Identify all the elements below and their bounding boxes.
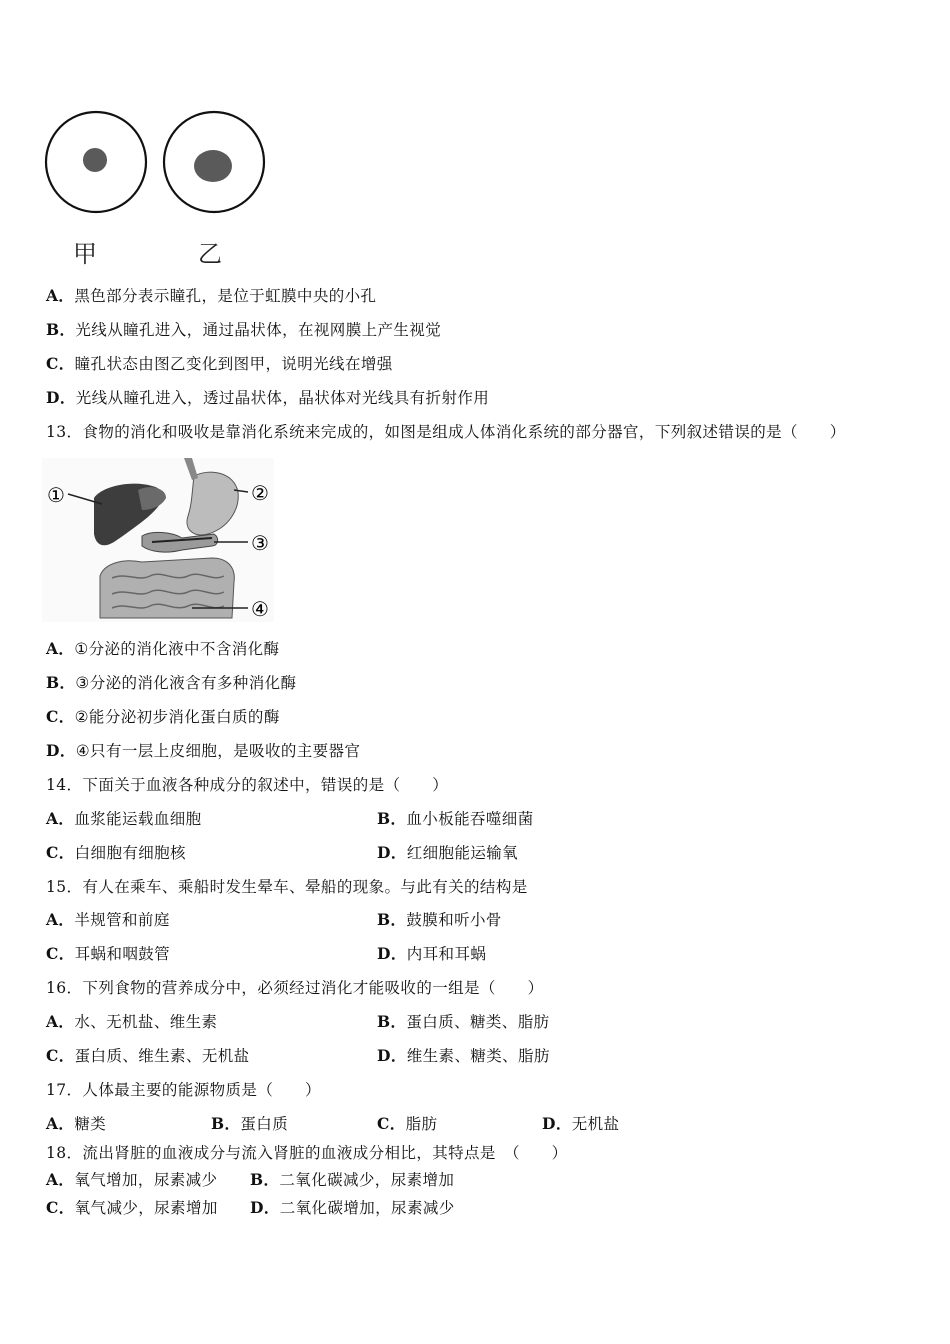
q15-option-c: C．耳蜗和咽鼓管 [46, 944, 171, 963]
q15-option-b: B．鼓膜和听小骨 [377, 910, 502, 929]
eye-label-jia: 甲 [73, 240, 97, 268]
q15-stem: 15．有人在乘车、乘船时发生晕车、晕船的现象。与此有关的结构是 [46, 878, 528, 896]
q18-option-c: C．氧气减少，尿素增加 [46, 1198, 218, 1217]
q14-option-c: C．白细胞有细胞核 [46, 843, 186, 862]
q14-stem: 14．下面关于血液各种成分的叙述中，错误的是（ ） [46, 776, 449, 794]
q12-option-a: A．黑色部分表示瞳孔，是位于虹膜中央的小孔 [46, 286, 377, 305]
q12-option-c: C．瞳孔状态由图乙变化到图甲，说明光线在增强 [46, 354, 393, 373]
q12-option-d: D．光线从瞳孔进入，透过晶状体，晶状体对光线具有折射作用 [46, 388, 490, 407]
figure-label-4: ④ [251, 597, 269, 621]
q14-option-d: D．红细胞能运输氧 [377, 843, 519, 862]
q13-option-b: B．③分泌的消化液含有多种消化酶 [46, 673, 297, 692]
q17-option-a: A．糖类 [46, 1114, 107, 1133]
q13-option-a: A．①分泌的消化液中不含消化酶 [46, 639, 280, 658]
q14-option-b: B．血小板能吞噬细菌 [377, 809, 534, 828]
digestive-system-figure [42, 458, 274, 622]
q18-option-a: A．氧气增加，尿素减少 [46, 1170, 218, 1189]
q13-stem: 13．食物的消化和吸收是靠消化系统来完成的，如图是组成人体消化系统的部分器官，下列叙述错误的是（ ） [46, 423, 846, 441]
q13-option-d: D．④只有一层上皮细胞，是吸收的主要器官 [46, 741, 361, 760]
pupil-yi [194, 150, 232, 182]
q17-stem: 17．人体最主要的能源物质是（ ） [46, 1081, 321, 1099]
eye-pupil-figure [40, 108, 272, 220]
q12-option-b: B．光线从瞳孔进入，通过晶状体，在视网膜上产生视觉 [46, 320, 442, 339]
q17-option-c: C．脂肪 [377, 1114, 438, 1133]
figure-label-2: ② [251, 481, 269, 505]
q16-stem: 16．下列食物的营养成分中，必须经过消化才能吸收的一组是（ ） [46, 979, 544, 997]
q13-option-c: C．②能分泌初步消化蛋白质的酶 [46, 707, 280, 726]
q18-stem: 18．流出肾脏的血液成分与流入肾脏的血液成分相比，其特点是 （ ） [46, 1144, 568, 1162]
q18-option-d: D．二氧化碳增加，尿素减少 [250, 1198, 455, 1217]
figure-label-3: ③ [251, 531, 269, 555]
eye-label-yi: 乙 [198, 240, 222, 268]
q18-option-b: B．二氧化碳减少，尿素增加 [250, 1170, 455, 1189]
q15-option-a: A．半规管和前庭 [46, 910, 170, 929]
q17-option-d: D．无机盐 [542, 1114, 620, 1133]
q16-option-b: B．蛋白质、糖类、脂肪 [377, 1012, 550, 1031]
q16-option-a: A．水、无机盐、维生素 [46, 1012, 218, 1031]
q16-option-c: C．蛋白质、维生素、无机盐 [46, 1046, 250, 1065]
q15-option-d: D．内耳和耳蜗 [377, 944, 487, 963]
pupil-jia [83, 148, 107, 172]
figure-label-1: ① [47, 483, 65, 507]
q16-option-d: D．维生素、糖类、脂肪 [377, 1046, 550, 1065]
q17-option-b: B．蛋白质 [211, 1114, 289, 1133]
q14-option-a: A．血浆能运载血细胞 [46, 809, 202, 828]
